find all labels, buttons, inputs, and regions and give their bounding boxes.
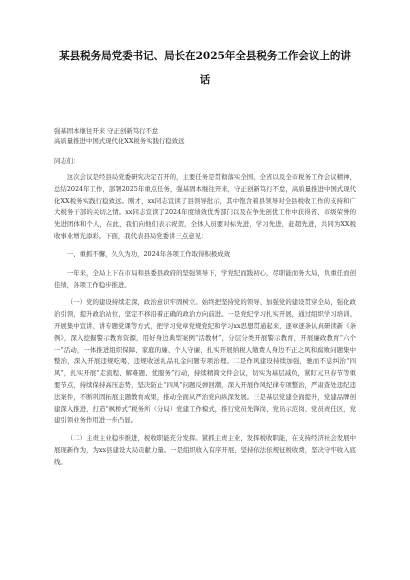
paragraph-party-building: （一）党的建设持续走深，政治意识牢固树立。始终把坚持党的领导、加强党的建设贯穿全局，强化政治引领，提升政治站位，坚定不移沿着正确的政治方向前进。一是党纪学习扎实开展，通过组织学习培训、开展集中宣讲、讲专题党课等方式，把学习党章党规党纪和学习xx思想贯通起来，逐章逐条认真研读新《条例》，深入挖掘警示教育资源，用好身边典型案例“活教材”，分层分类开展警示教育，开展廉政教育“六个一”活动，一体推进组织保障、家庭的廉、个人守廉，扎实开展纳税人缴费人身边不正之风和腐败问题集中整治，深入开展违规吃喝、违规收送礼品礼金问题专项治理。二是作风建设持续加强，驰而不息纠治“四风”，扎实开展“走流程、解难题、优服务”行动，持续精简文件会议，切实为基层减负，紧盯元旦春节等重要节点，持续保持高压态势，坚决防止“四风”问题反弹回潮，深入开展作风纪律专项整治，严肃查处违纪违法案件，不断巩固拓展主题教育成果，推动全面从严治党向纵深发展。三是基层党建全面提升，党建品牌创建深入推进，打造“枫桥式”税务所（分局）党建工作模式，推行党员先锋岗、党员示范岗、党员责任区，党建引领业务作用进一步凸显。 [54,298,356,425]
document-title: 某县税务局党委书记、局长在2025年全县税务工作会议上的讲话 [59,50,351,86]
subtitle-line-1: 强基固本继往开来 守正创新笃行不怠 [54,127,159,135]
paragraph-summary: 一年来，全局上下在市局和县委县政府的坚强领导下，学党纪而践初心，尽职能而务大局，负重任而创佳绩，各项工作稳步推进。 [54,268,356,289]
section-heading-1: 一、重抓不懈，久久为功，2024年各项工作取得积极成效 [66,249,231,258]
paragraph-intro: 这次会议是经县局党委研究决定召开的，主要任务是贯彻落实全国、全省以及全市税务工作会议精神，总结2024年工作，部署2025年重点任务，强基固本继往开来，守正创新笃行不怠，高质量推进中国式现代化XX税务实践行稳致远。刚才，xx同志宣读了县领导批示，其中饱含着县领导对全县税收工作的支持和广大税务干部的关切之情。xx同志宣读了2024年度绩效优秀部门以及在争先创优工作中获得省、市级荣誉的先进团体和个人，在此，我们向他们表示祝贺，全体人员要对标先进，学习先进，赶超先进，共同为XX税收事业增光添彩。下面，我代表县局党委讲三点意见： [54,173,356,240]
subtitle-line-2: 高质量推进中国式现代化XX税务实践行稳致远 [54,137,185,145]
greeting: 同志们： [54,157,80,165]
paragraph-main-duties: （二）主责主业稳步推进，税收职能充分发挥。紧抓主责主业，发挥税收职能，在支持经济社会发展中展现新作为，为xx县建设大局贡献力量。一是组织收入有序开展，坚持依法依规征税收费，坚决守牢收入底线。 [54,434,356,466]
